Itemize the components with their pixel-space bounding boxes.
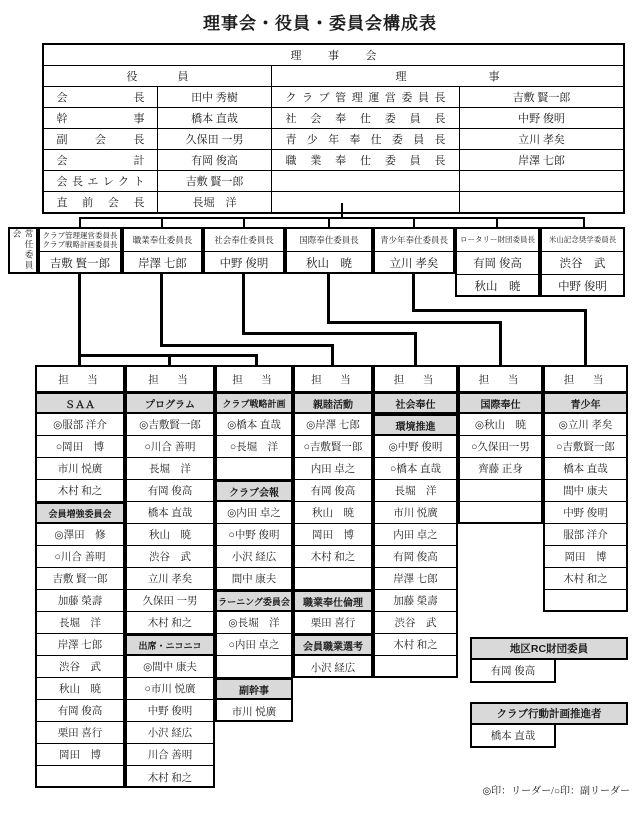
connector-line: [255, 354, 258, 365]
committee-chair-name: 中野 俊明: [219, 258, 269, 270]
committee-chair-name: 秋山 暁: [457, 274, 538, 296]
connector-line: [412, 309, 587, 312]
connector-line: [160, 274, 163, 347]
subcommittee-header-cell: 出席・ニコニコ: [127, 634, 213, 656]
subcommittee-header-cell: 副幹事: [217, 678, 291, 700]
member-name-cell: ○中野 俊明: [217, 524, 291, 546]
committee-chair-name: 岸澤 七郎: [138, 258, 187, 270]
connector-line: [242, 274, 245, 335]
subcommittee-header-cell: 国際奉仕: [460, 392, 541, 414]
board-header-text: 理事会: [290, 50, 377, 62]
member-name-cell: 有岡 俊高: [127, 480, 213, 502]
board-row: [43, 192, 624, 214]
subcommittee-header-cell: 親睦活動: [295, 392, 371, 414]
member-name-cell: 内田 卓之: [295, 458, 371, 480]
officer-title: 会計: [56, 155, 145, 167]
officer-name-cell: 吉敷 賢一郎: [158, 171, 272, 192]
assignment-column-header: 担 当: [375, 367, 456, 392]
subcommittee-header-cell: クラブ会報: [217, 480, 291, 502]
member-name-cell: ◎秋山 暁: [460, 414, 541, 436]
member-name-cell: 加藤 榮壽: [375, 590, 456, 612]
page-title: 理事会・役員・委員会構成表: [203, 14, 437, 33]
member-name-cell: 長堀 洋: [127, 458, 213, 480]
member-name-cell: ◎長堀 洋: [217, 612, 291, 634]
committee-chair-name: 中野 俊明: [542, 274, 623, 296]
member-name-cell: ◎澤田 修: [37, 524, 123, 546]
member-name-cell: 秋山 暁: [37, 678, 123, 700]
empty-cell: [37, 766, 123, 788]
connector-line: [327, 321, 502, 324]
officer-title: 幹事: [56, 113, 145, 125]
member-name-cell: 栗田 喜行: [295, 612, 371, 634]
committee-title-line: クラブ戦略計画委員長: [42, 240, 118, 249]
connector-line: [161, 219, 163, 227]
member-name-cell: 川合 善明: [127, 744, 213, 766]
committee-box: [373, 227, 455, 274]
member-name-cell: 市川 悦廣: [375, 502, 456, 524]
legend-note: ◎印：リーダー/○印：副リーダー: [482, 786, 630, 797]
member-name-cell: 栗田 喜行: [37, 722, 123, 744]
member-name-cell: ◎橋本 直哉: [217, 414, 291, 436]
member-name-cell: 中野 俊明: [127, 700, 213, 722]
member-name-cell: 木村 和之: [127, 612, 213, 634]
member-name-cell: 市川 悦廣: [37, 458, 123, 480]
member-name-cell: 内田 卓之: [375, 524, 456, 546]
assignment-column: [543, 365, 628, 612]
connector-line: [79, 219, 81, 227]
side-box-name: 有岡 俊高: [470, 660, 556, 683]
connector-line: [242, 332, 417, 335]
member-name-cell: ○橋本 直哉: [375, 458, 456, 480]
member-name-cell: 渋谷 武: [375, 612, 456, 634]
officer-name-cell: 長堀 洋: [158, 192, 272, 214]
assignment-column-header: 担 当: [217, 367, 291, 392]
officer-title: 副会長: [56, 134, 145, 146]
committee-box: [122, 227, 203, 274]
director-name-cell: 吉敷 賢一郎: [460, 87, 625, 108]
assignment-column-header: 担 当: [460, 367, 541, 392]
empty-cell: [460, 480, 541, 502]
officer-name-cell: 有岡 俊高: [158, 150, 272, 171]
assignment-column: [125, 365, 215, 788]
connector-line: [328, 219, 330, 227]
member-name-cell: 齊藤 正身: [460, 458, 541, 480]
subcommittee-header-cell: 環境推進: [375, 414, 456, 436]
member-name-cell: ◎間中 康夫: [127, 656, 213, 678]
committee-chair-name: 渋谷 武: [559, 258, 606, 270]
officer-name-cell: 久保田 一男: [158, 129, 272, 150]
directors-header-cell: [272, 66, 625, 87]
committee-title: [124, 229, 201, 252]
officer-title-cell: [43, 192, 158, 214]
member-name-cell: 木村 和之: [147, 772, 193, 784]
connector-line: [584, 309, 587, 365]
member-name-cell: 中野 俊明: [545, 502, 626, 524]
member-name-cell: ○長堀 洋: [217, 436, 291, 458]
assignment-column: [215, 365, 293, 722]
committee-title-line: 国際奉仕委員長: [299, 234, 359, 245]
member-name-cell: 服部 洋介: [545, 524, 626, 546]
member-name-cell: 木村 和之: [295, 546, 371, 568]
side-box-title: 地区RC財団委員: [470, 637, 628, 660]
assignment-column: [35, 365, 125, 788]
member-name-cell: ◎中野 俊明: [375, 436, 456, 458]
connector-line: [413, 219, 415, 227]
committee-title: [287, 229, 371, 252]
member-name-cell: 岡田 博: [295, 524, 371, 546]
director-title-cell: [272, 87, 460, 108]
officer-name-cell: 田中 秀樹: [158, 87, 272, 108]
empty-cell: [217, 656, 291, 678]
member-name-cell: ◎岸澤 七郎: [295, 414, 371, 436]
committee-title-line: 職業奉仕委員長: [132, 234, 193, 245]
board-header-cell: [43, 44, 624, 66]
assignment-column-header: 担 当: [295, 367, 371, 392]
member-name-cell: 加藤 榮壽: [37, 590, 123, 612]
board-row: [43, 108, 624, 129]
board-subheader-row: [43, 66, 624, 87]
subcommittee-header-cell: ＳＡＡ: [37, 392, 123, 414]
member-name-cell: 間中 康夫: [217, 568, 291, 590]
member-name-cell: 岡田 博: [37, 744, 123, 766]
committee-box: [285, 227, 373, 274]
director-title: クラブ管理運営委員長: [285, 92, 446, 104]
empty-cell: [460, 502, 541, 524]
member-name-cell: 秋山 暁: [127, 524, 213, 546]
subcommittee-header-cell: 職業奉仕倫理: [295, 590, 371, 612]
board-row: [43, 171, 624, 192]
connector-line: [414, 332, 417, 365]
member-name-cell: ○市川 悦廣: [127, 678, 213, 700]
director-title: 社会奉仕委員長: [285, 113, 446, 125]
connector-line: [327, 274, 330, 324]
member-name-cell: ○吉敷賢一郎: [295, 436, 371, 458]
member-name-cell: 木村 和之: [37, 480, 123, 502]
officer-title: 会長エレクト: [56, 176, 145, 188]
empty-cell: [545, 590, 626, 612]
empty-cell: [217, 458, 291, 480]
committee-chair-name: 吉敷 賢一郎: [49, 258, 111, 270]
side-box-name: 橋本 直哉: [470, 725, 556, 748]
officer-title-cell: [43, 87, 158, 108]
board-row: [43, 87, 624, 108]
assignment-column: [458, 365, 543, 524]
connector-line: [78, 274, 81, 365]
empty-cell: [295, 568, 371, 590]
committee-title-line: ロータリー財団委員長: [460, 235, 535, 245]
member-name-cell: ○川合 善明: [127, 436, 213, 458]
director-title-cell: [272, 171, 460, 192]
member-name-cell: 橋本 直哉: [127, 502, 213, 524]
committee-title: [375, 229, 453, 252]
director-name-cell: [460, 171, 625, 192]
subcommittee-header-cell: ラーニング委員会: [217, 590, 291, 612]
board-header-row: [43, 44, 624, 66]
member-name-cell: 小沢 経広: [217, 546, 291, 568]
committee-box: [455, 227, 540, 297]
member-name-cell: ◎服部 洋介: [37, 414, 123, 436]
member-name-cell: 秋山 暁: [295, 502, 371, 524]
officers-header-cell: [43, 66, 272, 87]
committee-title-line: 社会奉仕委員長: [214, 234, 274, 245]
assignment-column: [373, 365, 458, 678]
officer-title: 直前会長: [56, 197, 145, 209]
member-name-cell: ○岡田 博: [37, 436, 123, 458]
connector-line: [412, 274, 415, 312]
director-name-cell: 中野 俊明: [460, 108, 625, 129]
member-name-cell: ○久保田一男: [460, 436, 541, 458]
board-row: [43, 129, 624, 150]
member-name-cell: 岡田 博: [545, 546, 626, 568]
director-title-cell: [272, 192, 460, 214]
director-title: 職業奉仕委員長: [285, 155, 446, 167]
officer-title-cell: [43, 171, 158, 192]
committee-title: [457, 229, 538, 252]
member-name-cell: 木村 和之: [375, 634, 456, 656]
committee-title-line: 米山記念奨学委員長: [548, 235, 617, 245]
member-name-cell: 立川 孝矣: [127, 568, 213, 590]
member-name-cell: 木村 和之: [545, 568, 626, 590]
member-name-cell: ○吉敷賢一郎: [545, 436, 626, 458]
officer-title-cell: [43, 129, 158, 150]
connector-line: [168, 354, 171, 365]
connector-line: [331, 344, 334, 365]
member-name-cell: 有岡 俊高: [295, 480, 371, 502]
member-name-cell: 渋谷 武: [37, 656, 123, 678]
member-name-cell: ◎立川 孝矣: [545, 414, 626, 436]
committee-box: [38, 227, 122, 274]
side-box-title: クラブ行動計画推進者: [470, 702, 628, 725]
board-table: [42, 43, 625, 214]
member-name-cell: ◎吉敷賢一郎: [127, 414, 213, 436]
assignment-column-header: 担 当: [545, 367, 626, 392]
director-name-cell: [460, 192, 625, 214]
member-name-cell: 橋本 直哉: [545, 458, 626, 480]
member-name-cell: 久保田 一男: [127, 590, 213, 612]
member-name-cell: 長堀 洋: [375, 480, 456, 502]
member-name-cell: 有岡 俊高: [37, 700, 123, 722]
member-name-cell: ○内田 卓之: [217, 634, 291, 656]
committee-title: [205, 229, 283, 252]
member-name-cell: 小沢 経広: [310, 662, 356, 674]
officer-title-cell: [43, 108, 158, 129]
director-title-cell: [272, 150, 460, 171]
directors-header-text: 理事: [395, 71, 500, 83]
connector-line: [243, 219, 245, 227]
director-name-cell: 立川 孝矣: [460, 129, 625, 150]
empty-cell: [375, 656, 456, 678]
member-name-cell: 岸澤 七郎: [375, 568, 456, 590]
subcommittee-header-cell: プログラム: [127, 392, 213, 414]
connector-line: [499, 321, 502, 365]
connector-line: [583, 219, 585, 227]
member-name-cell: 吉敷 賢一郎: [37, 568, 123, 590]
member-name-cell: 渋谷 武: [127, 546, 213, 568]
committee-title: [542, 229, 623, 252]
member-name-cell: 間中 康夫: [545, 480, 626, 502]
committee-title: [40, 229, 120, 252]
member-name-cell: ◎内田 卓之: [217, 502, 291, 524]
director-title-cell: [272, 108, 460, 129]
member-name-cell: 小沢 経広: [127, 722, 213, 744]
assignment-column-header: 担 当: [37, 367, 123, 392]
officer-name-cell: 橋本 直哉: [158, 108, 272, 129]
director-title: 青少年奉仕委員長: [285, 134, 446, 146]
connector-line: [79, 217, 585, 219]
subcommittee-header-cell: クラブ戦略計画: [217, 392, 291, 414]
connector-line: [160, 344, 334, 347]
committee-box: [203, 227, 285, 274]
member-name-cell: 市川 悦廣: [231, 706, 277, 718]
committee-title-line: クラブ管理運営委員長: [42, 230, 118, 240]
director-title-cell: [272, 129, 460, 150]
officer-title: 会長: [56, 92, 145, 104]
connector-line: [496, 219, 498, 227]
director-name-cell: 岸澤 七郎: [460, 150, 625, 171]
committee-chair-name: 秋山 暁: [306, 258, 352, 270]
subcommittee-header-cell: 社会奉仕: [375, 392, 456, 414]
member-name-cell: ○川合 善明: [37, 546, 123, 568]
officer-title-cell: [43, 150, 158, 171]
committee-chair-name: 立川 孝矣: [389, 258, 439, 270]
board-row: [43, 150, 624, 171]
committee-title-line: 青少年奉仕委員長: [379, 234, 448, 245]
member-name-cell: 岸澤 七郎: [37, 634, 123, 656]
subcommittee-header-cell: 青少年: [545, 392, 626, 414]
assignment-column-header: 担 当: [127, 367, 213, 392]
committee-chair-name: 有岡 俊高: [473, 258, 522, 270]
officers-header-text: 役員: [126, 71, 189, 83]
committee-box: [540, 227, 625, 297]
subcommittee-header-cell: 会員増強委員会: [37, 502, 123, 524]
member-name-cell: 長堀 洋: [37, 612, 123, 634]
assignment-column: [293, 365, 373, 678]
subcommittee-header-cell: 会員職業選考: [295, 634, 371, 656]
member-name-cell: 有岡 俊高: [375, 546, 456, 568]
standing-committee-label: 常任委員会: [8, 227, 38, 274]
